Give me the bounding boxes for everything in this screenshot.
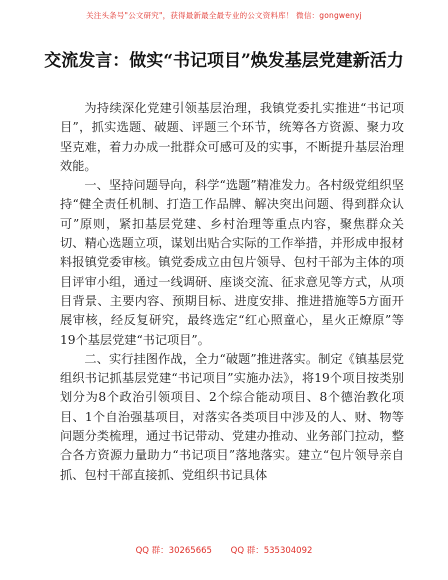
header-banner: 关注头条号"公文研究"，获得最新最全最专业的公文资料库！ 微信：gongwenyj xyxy=(86,11,362,20)
paragraph-intro: 为持续深化党建引领基层治理，我镇党委扎实推进“书记项目”，抓实选题、破题、评题三个环节，统筹各方资源、聚力攻坚克难，着力办成一批群众可感可及的实事，不断提升基层治理效能。 xyxy=(60,101,404,173)
document-body xyxy=(60,99,404,485)
document-title: 交流发言：做实“书记项目”焕发基层党建新活力 xyxy=(44,51,404,71)
qq-group-1: QQ 群：30265665 xyxy=(135,546,212,556)
qq-group-2: QQ 群：535304092 xyxy=(230,546,313,556)
paragraph-section-1: 一、坚持问题导向，科学“选题”精准发力。各村级党组织坚持“健全责任机制、打造工作品牌、解决突出问题、得到群众认可”原则，紧扣基层党建、乡村治理等重点内容，聚焦群众关切、精心选题立项，谋划出贴合实际的工作举措，并形成申报材料报镇党委审核。镇党委成立由包片领导、包村干部为主体的项目评审小组，通过一线调研、座谈交流、征求意见等方式，从项目背景、主要内容、预期目标、进度安排、推进措施等5方面开展审核，经反复研究，最终选定“红心照童心，星火正燎原”等19个基层党建“书记项目”。 xyxy=(60,178,404,347)
paragraph-section-2: 二、实行挂图作战，全力“破题”推进落实。制定《镇基层党组织书记抓基层党建“书记项目”实施办法》，将19个项目按类别划分为8个政治引领项目、2个综合能动项目、8个德治教化项目、1个自治强基项目，对落实各类项目中涉及的人、财、物等问题分类梳理，通过书记带动、党建办推动、业务部门拉动，整合各方资源力量助力“书记项目”落地落实。建立“包片领导亲自抓、包村干部直接抓、党组织书记具体 xyxy=(60,351,404,482)
footer-contact xyxy=(0,544,448,556)
